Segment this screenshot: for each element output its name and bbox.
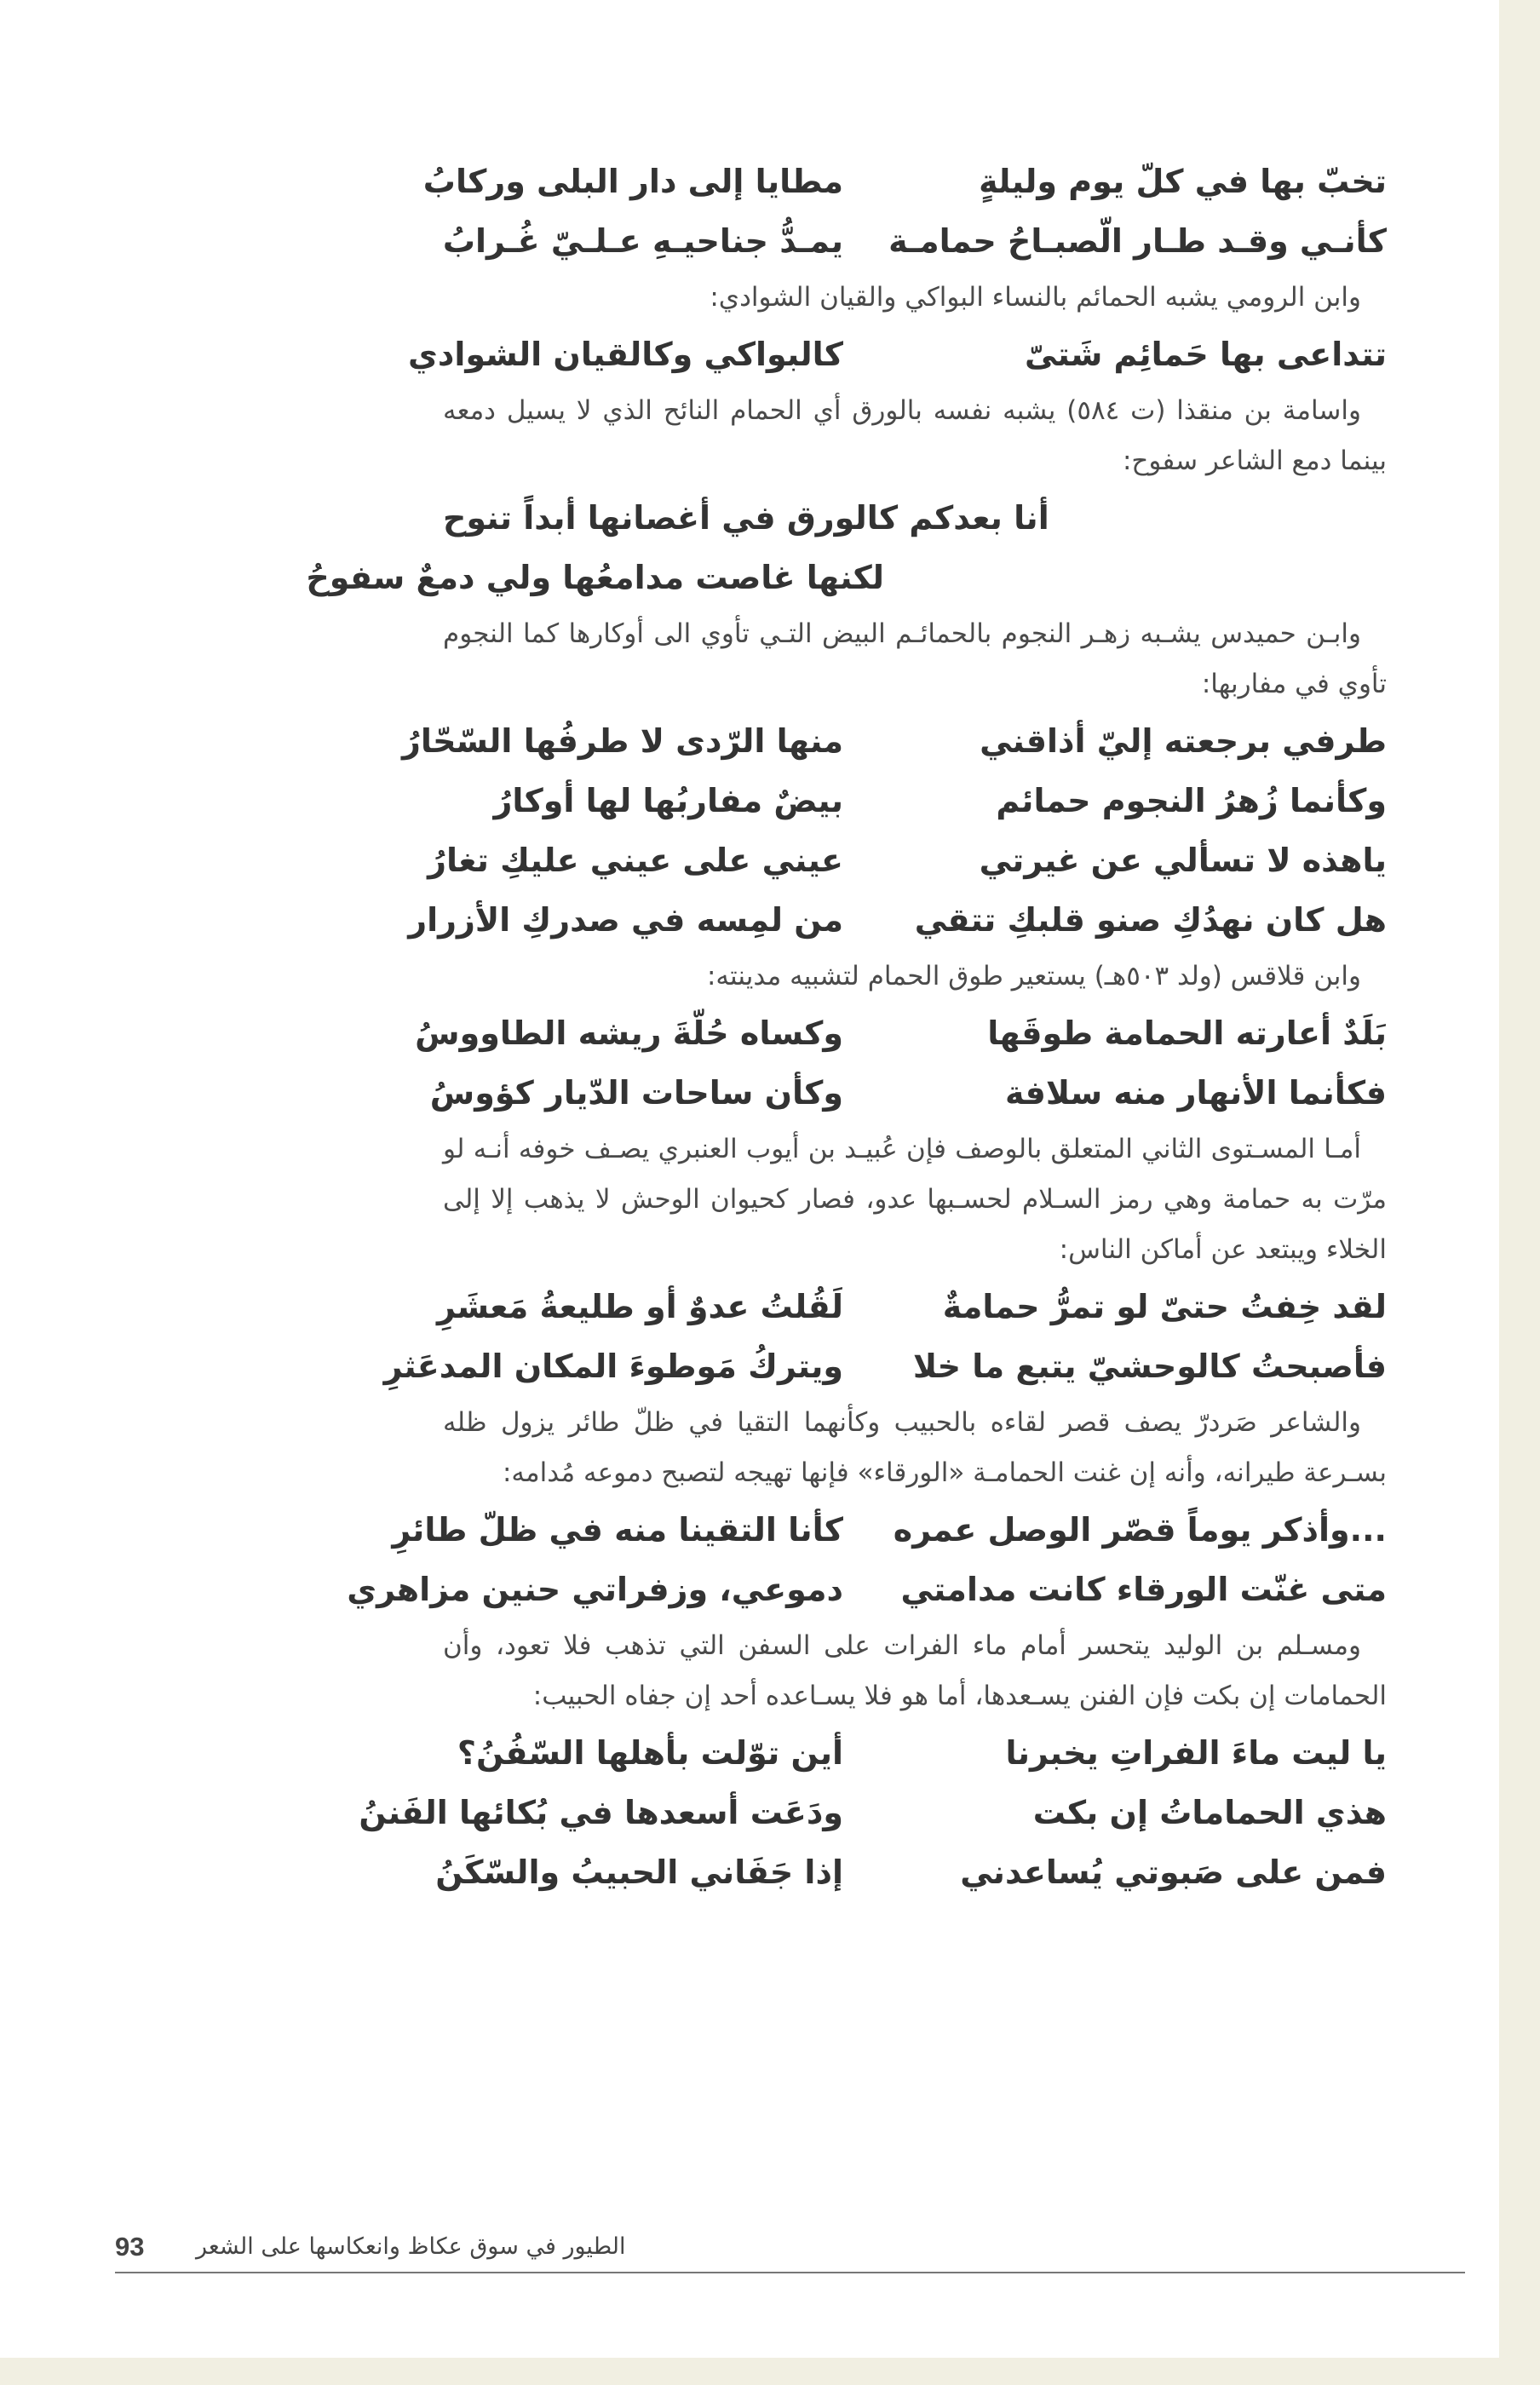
verse-line — [422, 152, 1387, 211]
verse-line — [436, 1277, 1387, 1336]
running-title: الطيور في سوق عكاظ وانعكاسها على الشعر — [196, 2233, 626, 2260]
prose-paragraph — [443, 273, 1387, 323]
verse-line — [443, 1723, 1387, 1783]
paragraph-text: وابن قلاقس (ولد ٥٠٣هـ) يستعير طوق الحمام لتشبيه مدينته: — [706, 961, 1361, 991]
verse-second-hemistich: كالبواكي وكالقيان الشوادي — [408, 336, 843, 373]
prose-paragraph — [443, 609, 1387, 710]
verse-first-hemistich: لقد خِفتُ حتىّ لو تمرُّ حمامةٌ — [942, 1288, 1387, 1325]
verse-second-hemistich: من لمِسه في صدركِ الأزرار — [408, 901, 843, 939]
verse-line — [443, 771, 1387, 830]
verse-first-hemistich: فمن على صَبوتي يُساعدني — [960, 1853, 1387, 1891]
verse-line — [415, 1003, 1387, 1063]
prose-paragraph — [443, 1621, 1387, 1721]
paragraph-text: والشاعر صَردرّ يصف قصر لقاءه بالحبيب وكأنهما التقيا في ظلّ طائر يزول ظله بسـرعة طيرانه، وأنه إن غنت الحمامـة «الورقاء» فإنها تهيجه لتصبح دموعه مُدامه: — [443, 1407, 1387, 1488]
verse-first-hemistich: كأنـي وقـد طـار الّصبـاحُ حمامـة — [888, 222, 1387, 260]
verse-line — [408, 325, 1387, 384]
paragraph-text: واسامة بن منقذا (ت ٥٨٤) يشبه نفسه بالورق أي الحمام النائح الذي لا يسيل دمعه بينما دمع الشاعر سفوح: — [443, 395, 1387, 476]
verse-line — [392, 1500, 1387, 1560]
verse-second-hemistich: عيني على عيني عليكِ تغارُ — [428, 842, 843, 879]
footer-divider — [115, 2272, 1465, 2273]
prose-paragraph — [443, 1398, 1387, 1498]
verse-text: أنا بعدكم كالورق في أغصانها أبداً تنوح — [443, 499, 1049, 537]
verse-second-hemistich: إذا جَفَاني الحبيبُ والسّكَنُ — [435, 1853, 843, 1891]
verse-line — [359, 1783, 1387, 1842]
verse-first-hemistich: هل كان نهدُكِ صنو قلبكِ تتقي — [914, 901, 1387, 939]
verse-line — [347, 1560, 1387, 1619]
verse-line — [429, 1063, 1387, 1123]
verse-first-hemistich: تخبّ بها في كلّ يوم وليلةٍ — [979, 163, 1387, 200]
verse-line — [401, 711, 1387, 771]
verse-first-hemistich: طرفي برجعته إليّ أذاقني — [980, 722, 1387, 760]
page-number: 93 — [115, 2232, 145, 2261]
verse-first-hemistich: متى غنّت الورقاء كانت مدامتي — [900, 1571, 1387, 1608]
verse-first-hemistich: فأصبحتُ كالوحشيّ يتبع ما خلا — [912, 1348, 1387, 1385]
paragraph-text: وابـن حميدس يشـبه زهـر النجوم بالحمائـم البيض التـي تأوي الى أوكارها كما النجوم تأوي في مفاربها: — [443, 618, 1387, 699]
verse-text: لكنها غاصت مدامعُها ولي دمعٌ سفوحُ — [306, 559, 884, 596]
verse-first-hemistich: يا ليت ماءَ الفراتِ يخبرنا — [1005, 1734, 1387, 1772]
verse-first-hemistich: فكأنما الأنهار منه سلافة — [1004, 1074, 1387, 1112]
verse-first-hemistich: وكأنما زُهرُ النجوم حمائم — [996, 782, 1387, 819]
verse-second-hemistich: وكساه حُلّةَ ريشه الطاووسُ — [415, 1014, 843, 1052]
paragraph-text: ومسـلم بن الوليد يتحسر أمام ماء الفرات على السفن التي تذهب فلا تعود، وأن الحمامات إن بكت فإن الفنن يسـعدها، أما هو فلا يسـاعده أحد إن جفاه الحبيب: — [443, 1630, 1387, 1711]
verse-second-hemistich: ودَعَت أسعدها في بُكائها الفَننُ — [359, 1794, 843, 1831]
verse-second-hemistich: منها الرّدى لا طرفُها السّحّارُ — [401, 722, 843, 760]
verse-line — [443, 211, 1387, 271]
verse-first-hemistich: ...وأذكر يوماً قصّر الوصل عمره — [893, 1511, 1387, 1549]
verse-second-hemistich: يمـدُّ جناحيـهِ عـلـيّ غُـرابُ — [442, 222, 843, 260]
verse-second-hemistich: ويتركُ مَوطوءَ المكان المدعَثرِ — [383, 1348, 843, 1385]
verse-second-hemistich: وكأن ساحات الدّيار كؤوسُ — [429, 1074, 843, 1112]
verse-second-hemistich: أين توّلت بأهلها السّفُنُ؟ — [457, 1734, 843, 1772]
prose-paragraph — [443, 386, 1387, 486]
verse-line — [306, 548, 1387, 607]
verse-first-hemistich: تتداعى بها حَمائِم شَتىّ — [1025, 336, 1387, 373]
verse-first-hemistich: هذي الحماماتُ إن بكت — [1032, 1794, 1387, 1831]
page-body — [306, 152, 1387, 1902]
verse-second-hemistich: دموعي، وزفراتي حنين مزاهري — [347, 1571, 843, 1608]
verse-line — [428, 830, 1387, 890]
verse-second-hemistich: مطايا إلى دار البلى وركابُ — [422, 163, 843, 200]
verse-line — [383, 1336, 1387, 1396]
verse-second-hemistich: لَقُلتُ عدوٌ أو طليعةُ مَعشَرِ — [436, 1288, 843, 1325]
verse-first-hemistich: ياهذه لا تسألي عن غيرتي — [979, 842, 1387, 879]
prose-paragraph — [443, 1124, 1387, 1275]
paragraph-text: وابن الرومي يشبه الحمائم بالنساء البواكي والقيان الشوادي: — [710, 282, 1361, 313]
verse-line — [435, 1842, 1387, 1902]
prose-paragraph — [443, 951, 1387, 1002]
verse-second-hemistich: كأنا التقينا منه في ظلّ طائرِ — [392, 1511, 843, 1549]
verse-line — [408, 890, 1387, 950]
verse-first-hemistich: بَلَدٌ أعارته الحمامة طوقَها — [987, 1014, 1387, 1052]
verse-line — [443, 488, 1387, 548]
paragraph-text: أمـا المسـتوى الثاني المتعلق بالوصف فإن عُبيـد بن أيوب العنبري يصـف خوفه أنـه لو مرّت به حمامة وهي رمز السـلام لحسـبها عدو، فصار كحيوان الوحش لا يذهب إلا إلى الخلاء ويبتعد عن أماكن الناس: — [443, 1134, 1387, 1265]
verse-second-hemistich: بيضٌ مفاربُها لها أوكارُ — [493, 782, 843, 819]
